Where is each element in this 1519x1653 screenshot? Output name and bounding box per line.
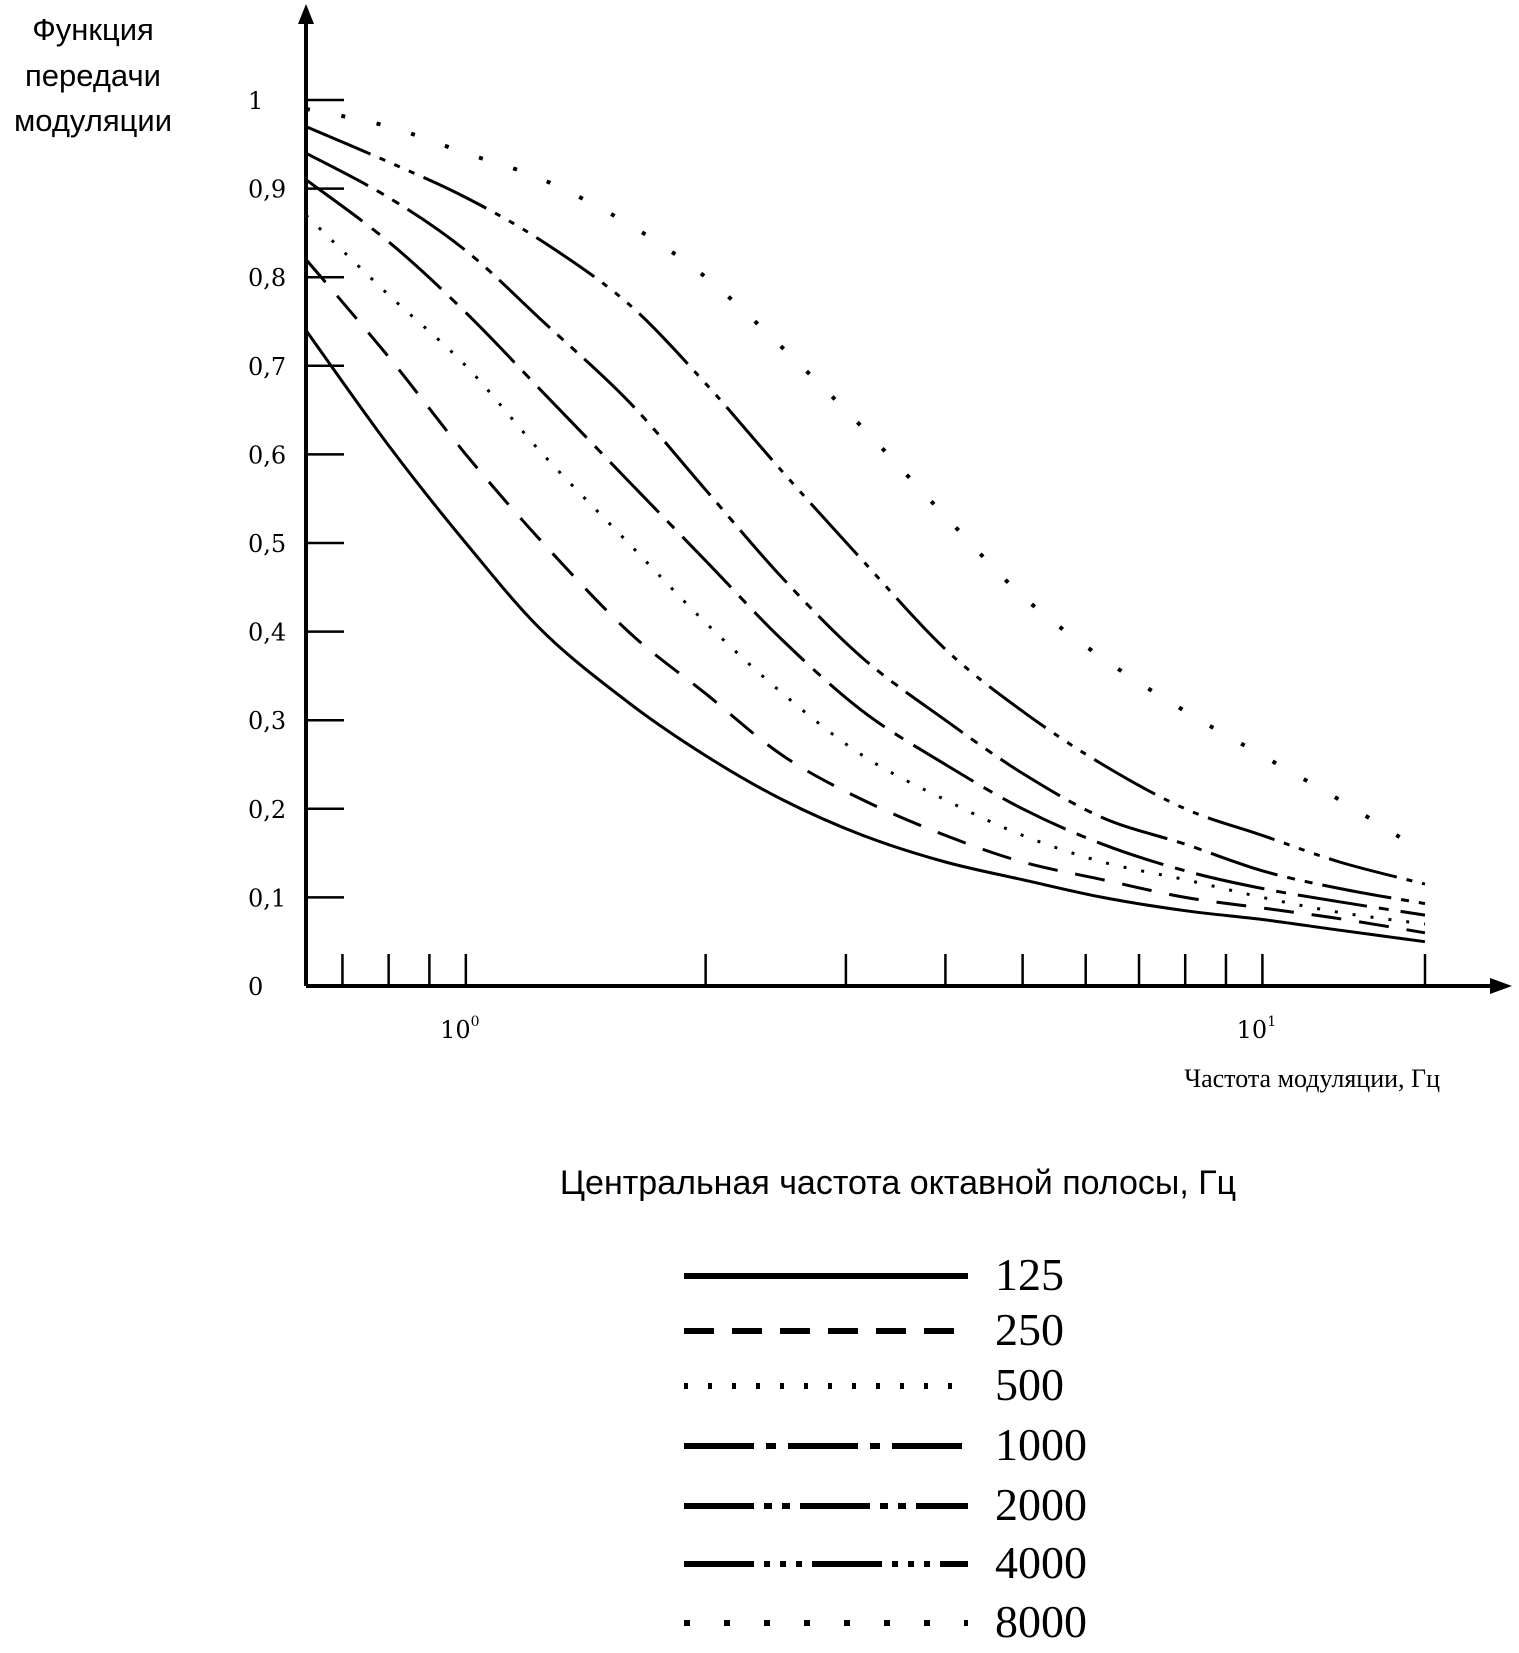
y-axis [298, 4, 314, 986]
x-axis [306, 978, 1512, 994]
x-tick-label-base: 10 [440, 1016, 471, 1044]
x-tick-label-base: 10 [1236, 1016, 1268, 1044]
y-tick-label: 1 [248, 87, 264, 115]
x-tick-label-exponent: 0 [470, 1014, 480, 1030]
legend-label-1000: 1000 [995, 1419, 1087, 1470]
y-tick-label: 0,7 [248, 352, 287, 381]
y-tick-label: 0,3 [248, 707, 287, 736]
legend-label-4000: 4000 [995, 1537, 1087, 1588]
series-line-2000 [306, 153, 1425, 903]
legend-title: Центральная частота октавной полосы, Гц [559, 1164, 1237, 1202]
legend-label-8000: 8000 [995, 1596, 1087, 1647]
y-tick-label: 0,9 [248, 175, 287, 204]
y-tick-label: 0,4 [248, 618, 287, 647]
y-axis-title-line-2: передачи [25, 58, 161, 93]
y-tick-label: 0,6 [248, 441, 287, 470]
series-line-8000 [306, 109, 1425, 853]
y-tick-label: 0 [248, 973, 264, 1001]
legend-label-2000: 2000 [995, 1479, 1087, 1530]
series-lines [306, 109, 1425, 942]
y-axis-arrow-icon [298, 4, 314, 24]
x-axis-arrow-icon [1490, 978, 1512, 994]
y-tick-label: 0,2 [248, 795, 287, 824]
x-tick-label-exponent: 1 [1267, 1014, 1277, 1030]
x-axis-title: Частота модуляции, Гц [1184, 1064, 1440, 1093]
y-axis-title-line-3: модуляции [13, 103, 173, 138]
legend-label-500: 500 [995, 1359, 1064, 1410]
legend [684, 1249, 1087, 1647]
y-tick-label: 0,5 [248, 530, 287, 558]
y-tick-label: 0,8 [248, 264, 287, 293]
x-tick-label [440, 1014, 479, 1044]
series-line-125 [306, 330, 1425, 941]
y-ticks [248, 87, 344, 1001]
series-line-1000 [306, 180, 1425, 915]
x-tick-label [1237, 1014, 1276, 1044]
x-ticks [342, 954, 1425, 1044]
y-tick-label: 0,1 [248, 884, 287, 913]
legend-label-125: 125 [995, 1249, 1064, 1300]
series-line-250 [306, 260, 1425, 933]
legend-label-250: 250 [995, 1304, 1064, 1355]
y-axis-title-line-1: Функция [32, 12, 154, 47]
series-line-4000 [306, 127, 1425, 885]
